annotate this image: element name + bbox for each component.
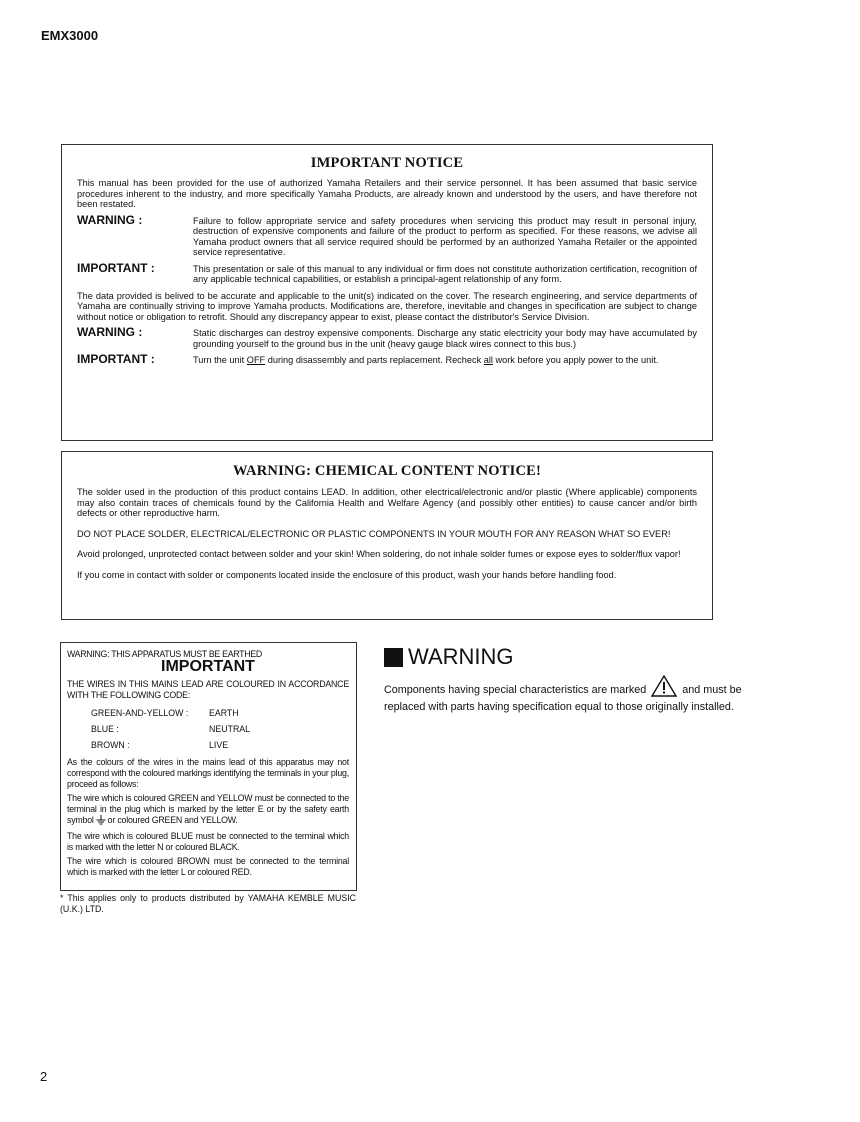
earthed-paragraph-3: The wire which is coloured BLUE must be connected to the terminal which is marked with the letter N or coloured BLACK. — [67, 831, 349, 852]
warning-row-1 — [77, 214, 697, 258]
warning-text: Static discharges can destroy expensive components. Discharge any static electricity your body may have accumulated by grounding yourself to the ground bus in the unit (heavy gauge black wires connect to this bus.) — [193, 328, 697, 349]
important-text: Turn the unit OFF during disassembly and parts replacement. Recheck all work before you apply power to the unit. — [193, 355, 659, 365]
warning-body: Components having special characteristics are marked and must be replaced with parts having specification equal to those originally installed. — [384, 675, 774, 713]
earth-symbol-icon — [96, 815, 106, 828]
warning-heading — [384, 645, 774, 669]
warning-label: WARNING : — [77, 212, 143, 227]
wire-code-intro: THE WIRES IN THIS MAINS LEAD ARE COLOURED IN ACCORDANCE WITH THE FOLLOWING CODE: — [67, 679, 349, 700]
warning-text: Failure to follow appropriate service and safety procedures when servicing this product may result in personal injury, destruction of expensive components and failure of the product to perform as specified. For these reasons, we advise all Yamaha product owners that all service required should be performed by an authorized Yamaha Retailer or the appointed service representative. — [193, 215, 697, 257]
component-warning — [384, 645, 774, 713]
data-paragraph: The data provided is belived to be accurate and applicable to the unit(s) indicated on the cover. The research engineering, and service departments of Yamaha are continually striving to improve Yamaha products. Modifications are, therefore, inevitable and changes in specification are subject to change without notice or obligation to retrofit. Should any discrepancy appear to exist, please contact the distributor's Service Division. — [77, 290, 697, 322]
chemical-paragraph-1: The solder used in the production of this product contains LEAD. In addition, other electrical/electronic and/or plastic (Where applicable) components may also contain traces of chemicals found by the California Health and Welfare Agency (and possibly other entities) to cause cancer and/or birth defects or other reproductive harm. — [77, 487, 697, 518]
earthed-paragraph-2: The wire which is coloured GREEN and YELLOW must be connected to the terminal in the plug which is marked by the letter E or by the safety earth symbol or coloured GREEN and YELLOW. — [67, 793, 349, 828]
earthed-paragraph-4: The wire which is coloured BROWN must be connected to the terminal which is marked with the letter L or coloured RED. — [67, 856, 349, 877]
chemical-paragraph-4: If you come in contact with solder or components located inside the enclosure of this product, wash your hands before handling food. — [77, 569, 617, 580]
warning-label: WARNING : — [77, 325, 143, 339]
chemical-paragraph-2: DO NOT PLACE SOLDER, ELECTRICAL/ELECTRONIC OR PLASTIC COMPONENTS IN YOUR MOUTH FOR ANY REASON WHAT SO EVER! — [77, 528, 671, 539]
important-notice-title: IMPORTANT NOTICE — [310, 155, 464, 171]
important-notice-box — [61, 144, 713, 441]
wire-code-row: BLUE : NEUTRAL — [91, 724, 251, 734]
off-emphasis: OFF — [246, 355, 266, 365]
chemical-notice-title: WARNING: CHEMICAL CONTENT NOTICE! — [232, 463, 542, 479]
warning-triangle-icon — [651, 675, 677, 701]
important-row-1 — [77, 262, 697, 285]
black-square-icon — [384, 648, 403, 667]
wire-code-row: GREEN-AND-YELLOW : EARTH — [91, 708, 239, 718]
earthed-heading: WARNING: THIS APPARATUS MUST BE EARTHED — [67, 649, 262, 659]
notice-intro: This manual has been provided for the use of authorized Yamaha Retailers and their service personnel. It has been assumed that basic service procedures inherent to the industry, and more specifically Yamaha Products, are already known and understood by the users, and have therefore not been restated. — [77, 178, 697, 209]
footnote: * This applies only to products distributed by YAMAHA KEMBLE MUSIC (U.K.) LTD. — [60, 893, 356, 914]
earthed-paragraph-1: As the colours of the wires in the mains lead of this apparatus may not correspond with the coloured markings identifying the terminals in your plug, proceed as follows: — [67, 757, 349, 789]
chemical-notice-box — [61, 451, 713, 620]
chemical-paragraph-3: Avoid prolonged, unprotected contact between solder and your skin! When soldering, do not inhale solder fumes or expose eyes to solder/flux vapor! — [77, 549, 681, 559]
page-number: 2 — [40, 1069, 48, 1084]
warning-row-2 — [77, 326, 697, 349]
earthed-warning-box — [60, 642, 357, 891]
all-emphasis: all — [483, 355, 493, 365]
earthed-important-title: IMPORTANT — [161, 658, 255, 675]
wire-code-list — [91, 705, 349, 753]
important-row-2 — [77, 353, 697, 366]
important-label: IMPORTANT : — [77, 260, 155, 275]
warning-title: WARNING — [408, 644, 514, 669]
model-header: EMX3000 — [41, 28, 99, 43]
important-text: This presentation or sale of this manual to any individual or firm does not constitute authorization certification, recognition of any applicable technical capabilities, or establish a principal-agent relationship of any form. — [193, 263, 697, 284]
important-label: IMPORTANT : — [77, 352, 155, 366]
wire-code-row: BROWN : LIVE — [91, 740, 229, 750]
